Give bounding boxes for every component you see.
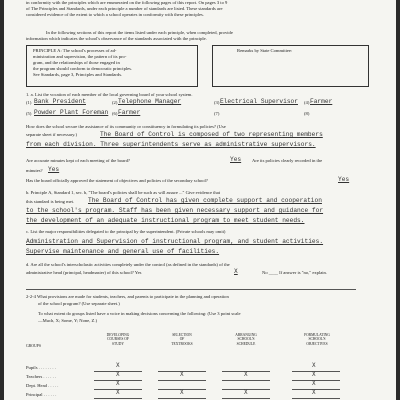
x-mark: X [116,362,120,369]
s224-line-2: of the school program? (Use separate sheet.) [38,301,120,306]
col-formulating-objectives: FORMULATING SCHOOL'S OBJECTIVES [304,333,330,346]
minutes-label: minutes? [26,168,43,173]
answer-line [292,371,340,372]
q1-member-4: Farmer [310,98,333,105]
b-this-label: this standard is being met. [26,199,75,204]
q1-member-3: Electrical Supervisor [220,98,298,105]
minutes-answer: Yes [230,156,242,163]
row-label-principal: Principal . . . . . . [26,392,57,397]
intro-line-1: in conformity with the principles which are enumerated on the following pages of this report. On pages 3 to 9 [26,0,228,5]
answer-line [158,398,206,399]
x-mark: X [180,371,184,378]
principle-box [26,45,198,87]
answer-line [292,398,340,399]
q1-member-5: Powder Plant Foreman [34,109,109,116]
adopt-question: Has the board officially approved the statement of objectives and policies of the secondary school? [26,178,208,183]
q1-member-2: Telephone Manager [118,98,182,105]
b-answer-2: to the school's program. Staff has been given necessary support and guidance for [26,207,324,214]
x-mark: X [116,371,120,378]
answer-line [222,398,270,399]
principle-line-1: PRINCIPLE A: The school's processes of ad- [33,48,117,53]
col-selection-textbooks: SELECTION OF TEXTBOOKS [171,333,193,346]
q1-text: 1. a. List the vocation of each member of the local governing board of your school system. [26,92,193,97]
s224-line-3: To what extent do groups listed have a voice in making decisions concerning the following: (Use 3 point scale [38,311,241,316]
q1-label-8: (8) [304,111,310,116]
principle-line-5: See Standards, page 3, Principles and Standards. [33,72,123,77]
principle-line-3: gram, and the relationships of those engaged in [33,60,120,65]
x-mark: X [180,389,184,396]
row-label-pupils: Pupils . . . . . . . . [26,365,56,370]
table-group-header: GROUPS [26,344,41,348]
adopt-answer: Yes [338,176,350,183]
q1-separate-sheet: separate sheet if necessary.) [26,132,77,137]
b-question: b. Principle A, Standard 1, sec. b, "The board's policies shall be such as will assure ..." Give evidence that [26,190,221,195]
x-mark: X [312,389,316,396]
x-mark: X [312,371,316,378]
col-developing-courses: DEVELOPING COURSES OF STUDY [106,333,130,346]
col-arranging-schedule: ARRANGING SCHOOL'S SCHEDULE [235,333,257,346]
row-label-dept-head: Dept. Head . . . . . [26,383,59,388]
q1-label-5: (5) [26,111,32,116]
c-answer-2: Supervise maintenance and general use of facilities. [26,248,220,255]
q1-label-7: (7) [214,111,220,116]
answer-line [292,389,340,390]
answer-line [94,398,142,399]
q1-label-2: (2) [112,100,118,105]
q1-label-3: (3) [214,100,220,105]
instructions-line-1: In the following sections of this report the items listed under each principle, when completed, provide [46,30,233,35]
intro-line-3: considered evidence of the extent to which a school operates in conformity with these principles. [26,12,204,17]
q1-member-6: Farmer [118,109,141,116]
q1-assist: How does the school secure the assistance of its community or constituency in formulating its policies? (Use [26,124,226,129]
answer-line [158,380,206,381]
x-mark: X [312,380,316,387]
principle-line-4: the program should conform to democratic principles. [33,66,133,71]
d-answer: X [234,268,238,275]
d-question-3: No ____ If answer is "no," explain. [262,270,327,275]
document-page [4,0,396,400]
q1-assist-answer-2: from each division. Three superintendents serve as administrative supervisors. [26,141,316,148]
c-question: c. List the major responsibilities delegated to the principal by the superintendent. (Private schools may omit) [26,229,226,234]
remarks-label: Remarks by State Committee: [237,48,293,53]
principle-line-2: ministration and supervision, the pattern of its pro- [33,54,127,59]
answer-line [292,380,340,381]
policies-answer: Yes [48,166,60,173]
q1-label-6: (6) [112,111,118,116]
b-answer-1: The Board of Control has given complete support and cooperation [88,197,322,204]
answer-line [222,380,270,381]
b-answer-3: the development of an adequate instructional program to meet student needs. [26,217,305,224]
intro-line-2: of The Principles and Standards, under each principle a number of standards are listed. These standards are [26,6,223,11]
d-question-2: administrative head (principal, headmaster) of this school? Yes [26,270,142,275]
q1-label-4: (4) [304,100,310,105]
instructions-line-2: information which indicates the school's observance of the standards associated with the principle. [26,36,207,41]
policies-question: Are its policies clearly recorded in the [252,158,323,163]
s224-line-1: 2-2-4 What provisions are made for students, teachers, and parents to participate in the planning and operation [26,294,229,299]
x-mark: X [116,380,120,387]
x-mark: X [116,389,120,396]
x-mark: X [244,371,248,378]
q1-assist-answer-1: The Board of Control is composed of two representing members [100,131,323,138]
x-mark: X [244,389,248,396]
x-mark: X [312,362,316,369]
q1-member-1: Bank President [34,98,86,105]
s224-line-4: —Much, X; Some, Y; None, Z.) [38,318,97,323]
minutes-question: Are accurate minutes kept of each meeting of the board? [26,158,130,163]
remarks-box [212,45,369,87]
row-label-teachers: Teachers . . . . . . [26,374,57,379]
c-answer-1: Administration and Supervision of instructional program, and student activities. [26,238,324,245]
d-question-1: d. Are all the school's interscholastic activities completely under the control (as defined in the standards) of the [26,262,230,267]
section-divider [26,289,356,290]
q1-label-1: (1) [26,100,32,105]
